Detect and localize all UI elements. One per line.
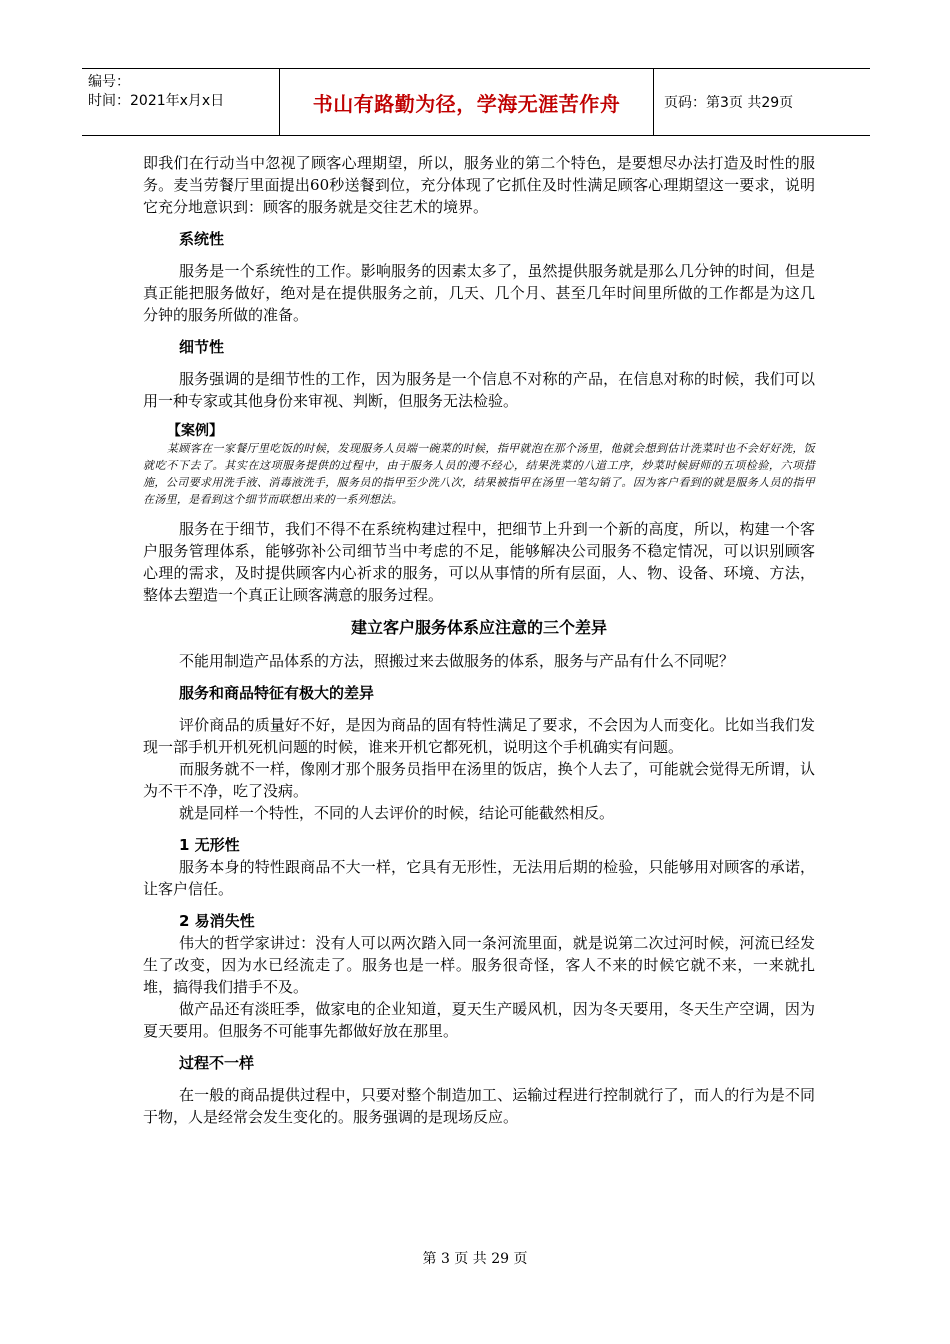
- paragraph-intro: 不能用制造产品体系的方法，照搬过来去做服务的体系，服务与产品有什么不同呢？: [179, 652, 735, 670]
- section-title: 建立客户服务体系应注意的三个差异: [350, 618, 607, 637]
- paragraph-process: 在一般的商品提供过程中，只要对整个制造加工、运输过程进行控制就行了，而人的行为是不同于物，人是经常会发生变化的。服务强调的是现场反应。: [143, 1086, 815, 1126]
- paragraph-system: 服务是一个系统性的工作。影响服务的因素太多了，虽然提供服务就是那么几分钟的时间，但是真正能把服务做好，绝对是在提供服务之前，几天、几个月、甚至几年时间里所做的工作都是为这几分钟的服务所做的准备。: [143, 262, 815, 324]
- heading-intangible: 1 无形性: [179, 836, 240, 854]
- paragraph-difference-2: 而服务就不一样，像刚才那个服务员指甲在汤里的饭店，换个人去了，可能就会觉得无所谓，认为不干不净，吃了没病。: [143, 760, 815, 800]
- case-title: 【案例】: [167, 423, 223, 439]
- page-header: [82, 68, 870, 136]
- number-label: 编号：: [88, 74, 130, 90]
- paragraph-perishable-1: 伟大的哲学家讲过：没有人可以两次踏入同一条河流里面，就是说第二次过河时候，河流已经发生了改变，因为水已经流走了。服务也是一样。服务很奇怪，客人不来的时候它就不来，一来就扎堆，搞得我们措手不及。: [143, 934, 815, 996]
- paragraph-difference-3: 就是同样一个特性，不同的人去评价的时候，结论可能截然相反。: [179, 804, 615, 822]
- paragraph-intangible: 服务本身的特性跟商品不大一样，它具有无形性，无法用后期的检验，只能够用对顾客的承诺，让客户信任。: [143, 858, 815, 898]
- heading-perishable: 2 易消失性: [179, 912, 255, 930]
- paragraph-detail-2: 服务在于细节，我们不得不在系统构建过程中，把细节上升到一个新的高度，所以，构建一个客户服务管理体系，能够弥补公司细节当中考虑的不足，能够解决公司服务不稳定情况，可以识别顾客心理的需求，及时提供顾客内心祈求的服务，可以从事情的所有层面，人、物、设备、环境、方法，整体去塑造一个真正让顾客满意的服务过程。: [143, 520, 815, 604]
- case-text: 某顾客在一家餐厅里吃饭的时候，发现服务人员端一碗菜的时候，指甲就泡在那个汤里，他就会想到估计洗菜时也不会好好洗，饭就吃不下去了。其实在这项服务提供的过程中，由于服务人员的漫不经心，结果洗菜的八道工序，炒菜时候厨师的五项检验，六项措施，公司要求用洗手液、消毒液洗手，服务员的指甲至少洗八次，结果被指甲在汤里一笔勾销了。因为客户看到的就是服务人员的指甲在汤里，是看到这个细节而联想出来的一系列想法。: [143, 442, 815, 506]
- heading-system: 系统性: [179, 230, 225, 248]
- paragraph-difference-1: 评价商品的质量好不好，是因为商品的固有特性满足了要求，不会因为人而变化。比如当我们发现一部手机开机死机问题的时候，谁来开机它都死机，说明这个手机确实有问题。: [143, 716, 815, 756]
- page-footer: 第 3 页 共 29 页: [422, 1251, 528, 1267]
- paragraph-timeliness: 即我们在行动当中忽视了顾客心理期望，所以，服务业的第二个特色，是要想尽办法打造及时性的服务。麦当劳餐厅里面提出60秒送餐到位，充分体现了它抓住及时性满足顾客心理期望这一要求，说明它充分地意识到：顾客的服务就是交往艺术的境界。: [143, 154, 815, 216]
- time-label: 时间：2021年x月x日: [88, 93, 225, 109]
- heading-detail: 细节性: [179, 338, 225, 356]
- heading-process: 过程不一样: [179, 1054, 255, 1072]
- paragraph-detail: 服务强调的是细节性的工作，因为服务是一个信息不对称的产品，在信息对称的时候，我们可以用一种专家或其他身份来审视、判断，但服务无法检验。: [143, 370, 815, 410]
- header-page-info: 页码：第3页 共29页: [664, 95, 794, 111]
- document-body: [143, 152, 815, 1128]
- paragraph-perishable-2: 做产品还有淡旺季，做家电的企业知道，夏天生产暖风机，因为冬天要用，冬天生产空调，因为夏天要用。但服务不可能事先都做好放在那里。: [143, 1000, 815, 1040]
- header-meta: [82, 69, 280, 135]
- heading-difference: 服务和商品特征有极大的差异: [179, 684, 375, 702]
- header-motto: 书山有路勤为径，学海无涯苦作舟: [280, 69, 654, 135]
